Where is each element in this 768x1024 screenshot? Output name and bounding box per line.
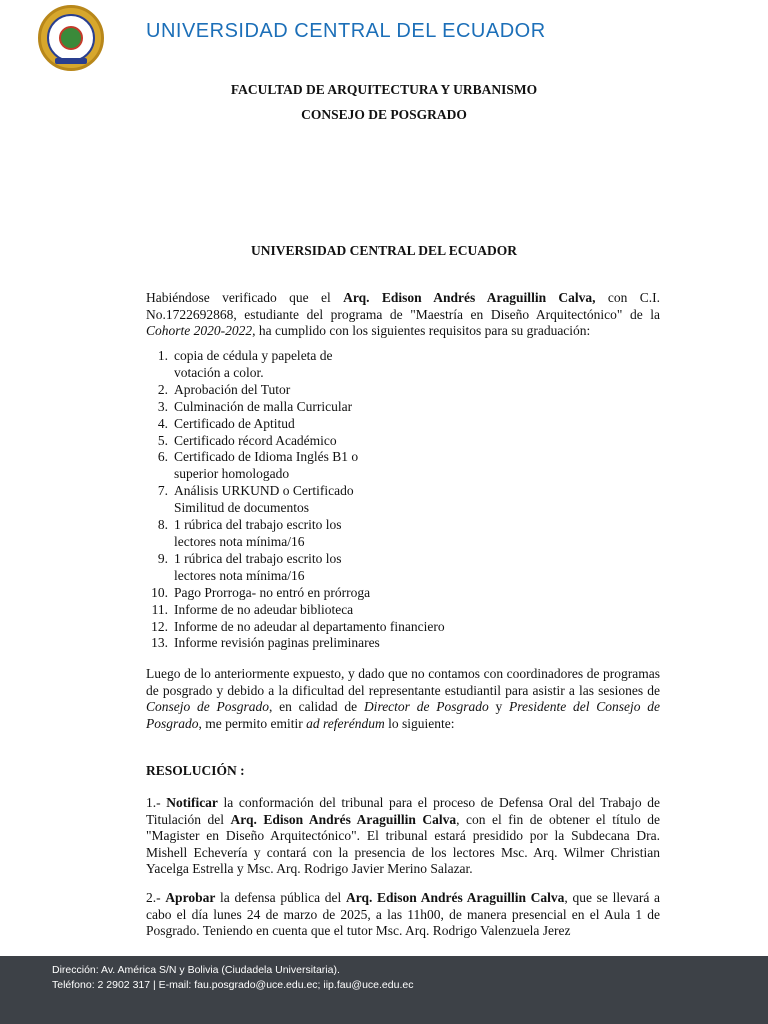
- list-item: 4. Certificado de Aptitud: [157, 415, 295, 431]
- list-item: 13. Informe revisión paginas preliminares: [151, 635, 380, 651]
- faculty-title: FACULTAD DE ARQUITECTURA Y URBANISMO: [230, 82, 538, 97]
- context-paragraph: Luego de lo anteriormente expuesto, y dado que no contamos con coordinadores de programas de posgrado y debido a la dificultad del representante estudiantil para asistir a las sesiones de Consejo de Posgrado, en calidad de Director de Posgrado y Presidente del Consejo de Posgrado, me permito emitir ad referéndum lo siguiente:: [146, 666, 660, 731]
- list-item: 1. copia de cédula y papeleta de votación a color.: [157, 348, 333, 380]
- footer-contact: Teléfono: 2 2902 317 | E-mail: fau.posgrado@uce.edu.ec; iip.fau@uce.edu.ec: [52, 979, 414, 991]
- letterhead: [0, 0, 768, 70]
- university-brand: UNIVERSIDAD CENTRAL DEL ECUADOR: [146, 20, 546, 42]
- resolution-item-2: 2.- Aprobar la defensa pública del Arq. Edison Andrés Araguillin Calva, que se llevará a cabo el día lunes 24 de marzo de 2025, a las 11h00, de manera presencial en el Aula 1 de Posgrado. Teniendo en cuenta que el tutor Msc. Arq. Rodrigo Valenzuela Jerez: [146, 890, 660, 938]
- resolution-item-1: 1.- Notificar la conformación del tribunal para el proceso de Defensa Oral del Trabajo de Titulación del Arq. Edison Andrés Araguillin Calva, con el fin de obtener el título de "Magister en Diseño Arquitectónico". El tribunal estará presidido por la Subdecana Dra. Mishell Echevería y contará con la presencia de los lectores Msc. Arq. Wilmer Christian Yacelga Estrella y Msc. Arq. Rodrigo Javier Merino Salazar.: [146, 795, 660, 876]
- list-item: 10. Pago Prorroga- no entró en prórroga: [151, 584, 371, 600]
- footer-address: Dirección: Av. América S/N y Bolivia (Ciudadela Universitaria).: [52, 964, 340, 976]
- intro-paragraph: Habiéndose verificado que el Arq. Edison Andrés Araguillin Calva, con C.I. No.1722692868, estudiante del programa de "Maestría en Diseño Arquitectónico" de la Cohorte 2020-2022, ha cumplido con los siguientes requisitos para su graduación:: [146, 290, 661, 338]
- resolution-heading: RESOLUCIÓN :: [146, 763, 245, 778]
- university-title: UNIVERSIDAD CENTRAL DEL ECUADOR: [251, 243, 517, 258]
- list-item: 12. Informe de no adeudar al departamento financiero: [151, 618, 445, 634]
- list-item: 5. Certificado récord Académico: [157, 432, 337, 448]
- list-item: 3. Culminación de malla Curricular: [157, 398, 353, 414]
- list-item: 9. 1 rúbrica del trabajo escrito los lectores nota mínima/16: [157, 550, 342, 583]
- list-item: 7. Análisis URKUND o Certificado Similitud de documentos: [157, 483, 354, 516]
- council-title: CONSEJO DE POSGRADO: [301, 107, 467, 122]
- requirements-list: [146, 348, 546, 652]
- list-item: 6. Certificado de Idioma Inglés B1 o superior homologado: [157, 449, 359, 482]
- page-footer: [0, 956, 768, 1024]
- student-name: Arq. Edison Andrés Araguillin Calva,: [343, 290, 596, 305]
- university-seal-icon: [38, 5, 104, 71]
- list-item: 11. Informe de no adeudar biblioteca: [151, 601, 354, 617]
- list-item: 8. 1 rúbrica del trabajo escrito los lectores nota mínima/16: [157, 517, 342, 549]
- list-item: 2. Aprobación del Tutor: [157, 381, 291, 397]
